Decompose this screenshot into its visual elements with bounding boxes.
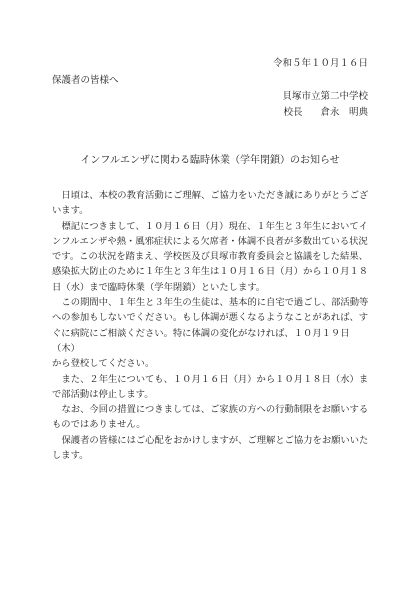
paragraph-greeting: 日頃は、本校の教育活動にご理解、ご協力をいただき誠にありがとうござ います。 (52, 190, 369, 217)
issue-date: 令和５年１０月１６日 (272, 58, 368, 69)
paragraph-family-note: なお、今回の措置につきましては、ご家族の方への行動制限をお願いする ものではありません。 (52, 404, 369, 431)
addressee: 保護者の皆様へ (52, 75, 119, 86)
principal-title: 校長 (283, 107, 303, 118)
paragraph-closing: 保護者の皆様にはご心配をおかけしますが、ご理解とご協力をお願いいた します。 (52, 434, 369, 462)
paragraph-instructions: この期間中、１年生と３年生の生徒は、基本的に自宅で過ごし、部活動等 への参加もしないでください。もし体調が悪くなるようなことがあれば、す ぐに病院にご相談ください。特に体調の変化がなければ、１０月１９日（木） から登校してください。 (52, 297, 369, 370)
notice-body (52, 188, 370, 463)
paragraph-closure: 標記につきまして、１０月１６日（月）現在、１年生と３年生においてイ ンフルエンザや熱・風邪症状による欠席者・体調不良者が多数出ている状況 です。この状況を踏まえ、学校医及び貝塚市教育委員会と協議をした結果、 感染拡大防止のために１年生と３年生は１０月１６日（月）から１０月１８ 日（水）まで臨時休業（学年閉鎖）といたします。 (52, 220, 369, 293)
school-name: 貝塚市立第二中学校 (282, 91, 368, 102)
principal-signature (283, 107, 368, 119)
principal-name: 倉永 明典 (320, 107, 368, 118)
notice-title: インフルエンザに関わる臨時休業（学年閉鎖）のお知らせ (80, 155, 340, 166)
paragraph-club-activities: また、２年生についても、１０月１６日（月）から１０月１８日（水）ま で部活動は停止します。 (52, 373, 369, 400)
